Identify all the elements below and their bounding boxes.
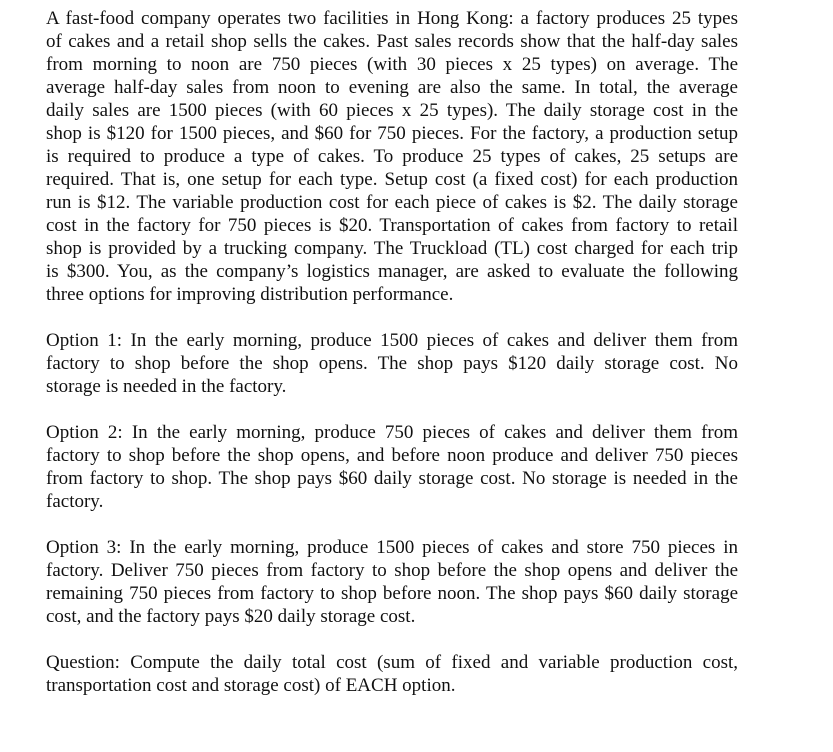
text-line: transportation cost and storage cost) of EACH option. [46,675,456,696]
text-line: Option 3: In the early morning, produce 1500 pieces of cakes and store 750 pieces in [46,537,738,558]
text-line: from factory to shop. The shop pays $60 daily storage cost. No storage is needed in the [46,468,738,489]
problem-statement-paragraph [46,7,738,306]
text-line: shop is provided by a trucking company. The Truckload (TL) cost charged for each trip [46,238,738,259]
text-line: daily sales are 1500 pieces (with 60 pieces x 25 types). The daily storage cost in the [46,100,738,121]
text-line: is required to produce a type of cakes. To produce 25 types of cakes, 25 setups are [46,146,738,167]
text-line: Question: Compute the daily total cost (sum of fixed and variable production cost, [46,652,738,673]
option-2-paragraph [46,421,738,513]
text-line: cost, and the factory pays $20 daily storage cost. [46,606,416,627]
text-line: is $300. You, as the company’s logistics manager, are asked to evaluate the following [46,261,738,282]
text-line: factory. [46,491,104,512]
text-line: factory to shop before the shop opens, and before noon produce and deliver 750 pieces [46,445,738,466]
text-line: A fast-food company operates two facilities in Hong Kong: a factory produces 25 types [46,8,738,29]
option-1-paragraph [46,329,738,398]
text-line: three options for improving distribution performance. [46,284,454,305]
option-3-paragraph [46,536,738,628]
text-line: remaining 750 pieces from factory to shop before noon. The shop pays $60 daily storage [46,583,738,604]
text-line: from morning to noon are 750 pieces (with 30 pieces x 25 types) on average. The [46,54,738,75]
text-line: storage is needed in the factory. [46,376,287,397]
text-line: cost in the factory for 750 pieces is $20. Transportation of cakes from factory to retail [46,215,738,236]
text-line: shop is $120 for 1500 pieces, and $60 for 750 pieces. For the factory, a production setup [46,123,738,144]
text-line: Option 1: In the early morning, produce 1500 pieces of cakes and deliver them from [46,330,738,351]
text-line: factory. Deliver 750 pieces from factory to shop before the shop opens and deliver the [46,560,738,581]
text-line: Option 2: In the early morning, produce 750 pieces of cakes and deliver them from [46,422,738,443]
text-line: of cakes and a retail shop sells the cakes. Past sales records show that the half-day sales [46,31,738,52]
text-line: required. That is, one setup for each type. Setup cost (a fixed cost) for each production [46,169,738,190]
text-line: factory to shop before the shop opens. The shop pays $120 daily storage cost. No [46,353,738,374]
document-body [46,7,738,720]
text-line: average half-day sales from noon to evening are also the same. In total, the average [46,77,738,98]
question-paragraph [46,651,738,697]
text-line: run is $12. The variable production cost for each piece of cakes is $2. The daily storage [46,192,738,213]
